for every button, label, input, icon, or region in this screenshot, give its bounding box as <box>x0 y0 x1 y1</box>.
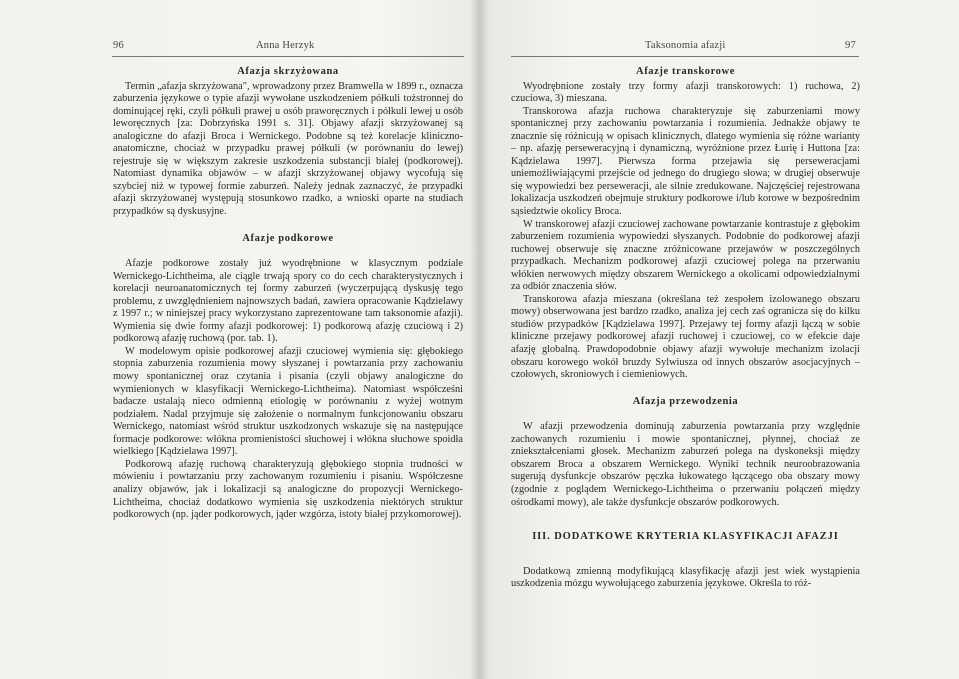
paragraph: Termin „afazja skrzyżowana", wprowadzony przez Bramwella w 1899 r., oznacza zaburzenia językowe o typie afazji wywołane uszkodzeniem półkuli tożstronnej do dominującej ręki, czyli półkuli prawej u osób praworęcznych i półkuli lewej u osób leworęcznych [za: Dobrzyńska 1991 s. 31]. Objawy afazji skrzyżowanej są analogiczne do afazji Broca i Wernickego. Podobne są też korelacje kliniczno-anatomiczne, chociaż w przypadku prawej półkuli (w porównaniu do lewej) rejestruje się w większym zakresie uszkodzenia substancji białej (podkorowej). Natomiast dynamika objawów – w afazji skrzyżowanej objawy wycofują się szybciej niż w typowej formie zaburzeń. Należy jednak zaznaczyć, że przypadki afazji skrzyżowanej występują stosunkowo rzadko, a wnioski oparte na studiach przypadków są dyskusyjne. <box>113 80 463 218</box>
paragraph: Dodatkową zmienną modyfikującą klasyfikację afazji jest wiek wystąpienia uszkodzenia mózgu wywołującego zaburzenia językowe. Określa to róż- <box>511 565 860 590</box>
right-text-column <box>511 66 860 591</box>
paragraph: W modelowym opisie podkorowej afazji czuciowej wymienia się: głębokiego stopnia zaburzenia rozumienia mowy słyszanej i powtarzania przy zachowaniu mowy spontanicznej oraz czytania i pisania (czyli objawy analogiczne do wymienionych w klasyfikacji Wernickego-Lichtheima). Natomiast współcześni badacze ustalają nieco odmienną etiologię w porównaniu z wyżej wotnym podziałem. Nadal przyjmuje się założenie o normalnym funkcjonowaniu obszaru Wernickego, natomiast wśród struktur uszkodzonych wskazuje się na następujące formacje podkorowe: włókna promienistości słuchowej i włókna słuchowe spoidła wielkiego [Kądzielawa 1997]. <box>113 345 463 458</box>
section-heading: Afazje transkorowe <box>636 66 735 77</box>
left-page <box>0 0 478 679</box>
section-heading: Afazja przewodzenia <box>632 395 739 407</box>
paragraph: Podkorową afazję ruchową charakteryzują głębokiego stopnia trudności w mówieniu i powtarzaniu przy zachowanym rozumieniu i pisaniu. Współczesne analizy objawów, jak i lokalizacji są analogiczne do propozycji Wernickego-Lichtheima, chociaż dodatkowo wymienia się uszkodzenia niektórych struktur podkorowych (np. jąder podkorowych, jąder wzgórza, istoty białej przykomorowej). <box>113 458 463 521</box>
running-head-title: Taksonomia afazji <box>645 40 726 51</box>
page-number: 97 <box>845 40 856 51</box>
paragraph: W afazji przewodzenia dominują zaburzenia powtarzania przy względnie zachowanych rozumieniu i mowie spontanicznej, płynnej, chociaż ze zniekształceniami głosek. Mechanizm zaburzeń polega na dyskoneksji między obszarem Broca a obszarem Wernickego. Wyniki technik neuroobrazowania sugerują dysfunkcje obszarów pęczka łukowatego łączącego oba obszary mowy (zgodnie z poglądem Wernickego-Lichtheima o przerwaniu połączeń między ośrodkami mowy), ale także dysfunkcje obszarów podkorowych. <box>511 421 860 508</box>
paragraph: Transkorowa afazja mieszana (określana też zespołem izolowanego obszaru mowy) obserwowana jest bardzo rzadko, analiza jej cech zaś ogranicza się do kilku studiów przypadków [Kądzielawa 1997]. Przejawy tej formy afazji łączą w sobie kliniczne przejawy podkorowej afazji ruchowej i czuciowej, co w efekcie daje afazję globalną. Prawdopodobnie objawy afazji wywołuje mechanizm izolacji obszaru korowego wokół bruzdy Sylwiusza od innych obszarów asocjacyjnych – czołowych, skroniowych i ciemieniowych. <box>511 293 860 381</box>
paragraph: Transkorowa afazja ruchowa charakteryzuje się zaburzeniami mowy spontanicznej przy zachowaniu powtarzania i rozumienia. Jednakże objawy te znacznie się różnicują w opisach klinicznych, dlatego wymienia się różne warianty – np. afazję perseweracyjną i dynamiczną, wyróżnione przez Łurię i Huttona [za: Kądzielawa 1997]. Pierwsza forma przejawia się perseweracjami uniemożliwiającymi przejście od jednego do drugiego słowa; w drugiej obserwuje się wypowiedzi bez perseweracji, ale silnie zredukowane. Najczęściej rejestrowana lokalizacja uszkodzeń obejmuje struktury podkorowe i/lub korowe w bezpośrednim sąsiedztwie okolicy Broca. <box>511 105 860 218</box>
paragraph: Afazje podkorowe zostały już wyodrębnione w klasycznym podziale Wernickego-Lichtheima, ale ciągle trwają spory co do cech charakterystycznych i korelacji neuroanatomicznych tej formy zaburzeń (wyczerpującą dyskusję tego problemu, z uwzględnieniem najnowszych badań, zawiera opracowanie Kądzielawy z 1997 r.; w niniejszej pracy wykorzystano zaprezentowane tam taksonomie afazji). Wymienia się dwie formy afazji podkorowej: 1) podkorową afazję czuciową i 2) podkorową afazję ruchową (por. tab. 1). <box>113 258 463 345</box>
section-heading: Afazje podkorowe <box>242 232 334 244</box>
running-head-author: Anna Herzyk <box>256 40 315 51</box>
left-text-column <box>113 66 463 522</box>
paragraph: Wyodrębnione zostały trzy formy afazji transkorowych: 1) ruchowa, 2) czuciowa, 3) mieszana. <box>511 80 860 105</box>
section-heading: Afazja skrzyżowana <box>237 66 339 77</box>
header-rule <box>112 56 464 57</box>
right-page <box>481 0 959 679</box>
paragraph: W transkorowej afazji czuciowej zachowane powtarzanie kontrastuje z głębokim zaburzeniem rozumienia wypowiedzi słyszanych. Podobnie do podkorowej afazji ruchowej obserwuje się znaczne zróżnicowane przejawów w poszczególnych przypadkach. Mechanizm podkorowej afazji czuciowej polega na przerwaniu włókien nerwowych między obszarem Wernickego a okolicami odpowiedzialnymi za odbiór znaczenia słów. <box>511 218 860 293</box>
page-number: 96 <box>113 40 124 51</box>
chapter-heading: III. DODATKOWE KRYTERIA KLASYFIKACJI AFAZJI <box>532 531 839 543</box>
header-rule <box>511 56 859 57</box>
